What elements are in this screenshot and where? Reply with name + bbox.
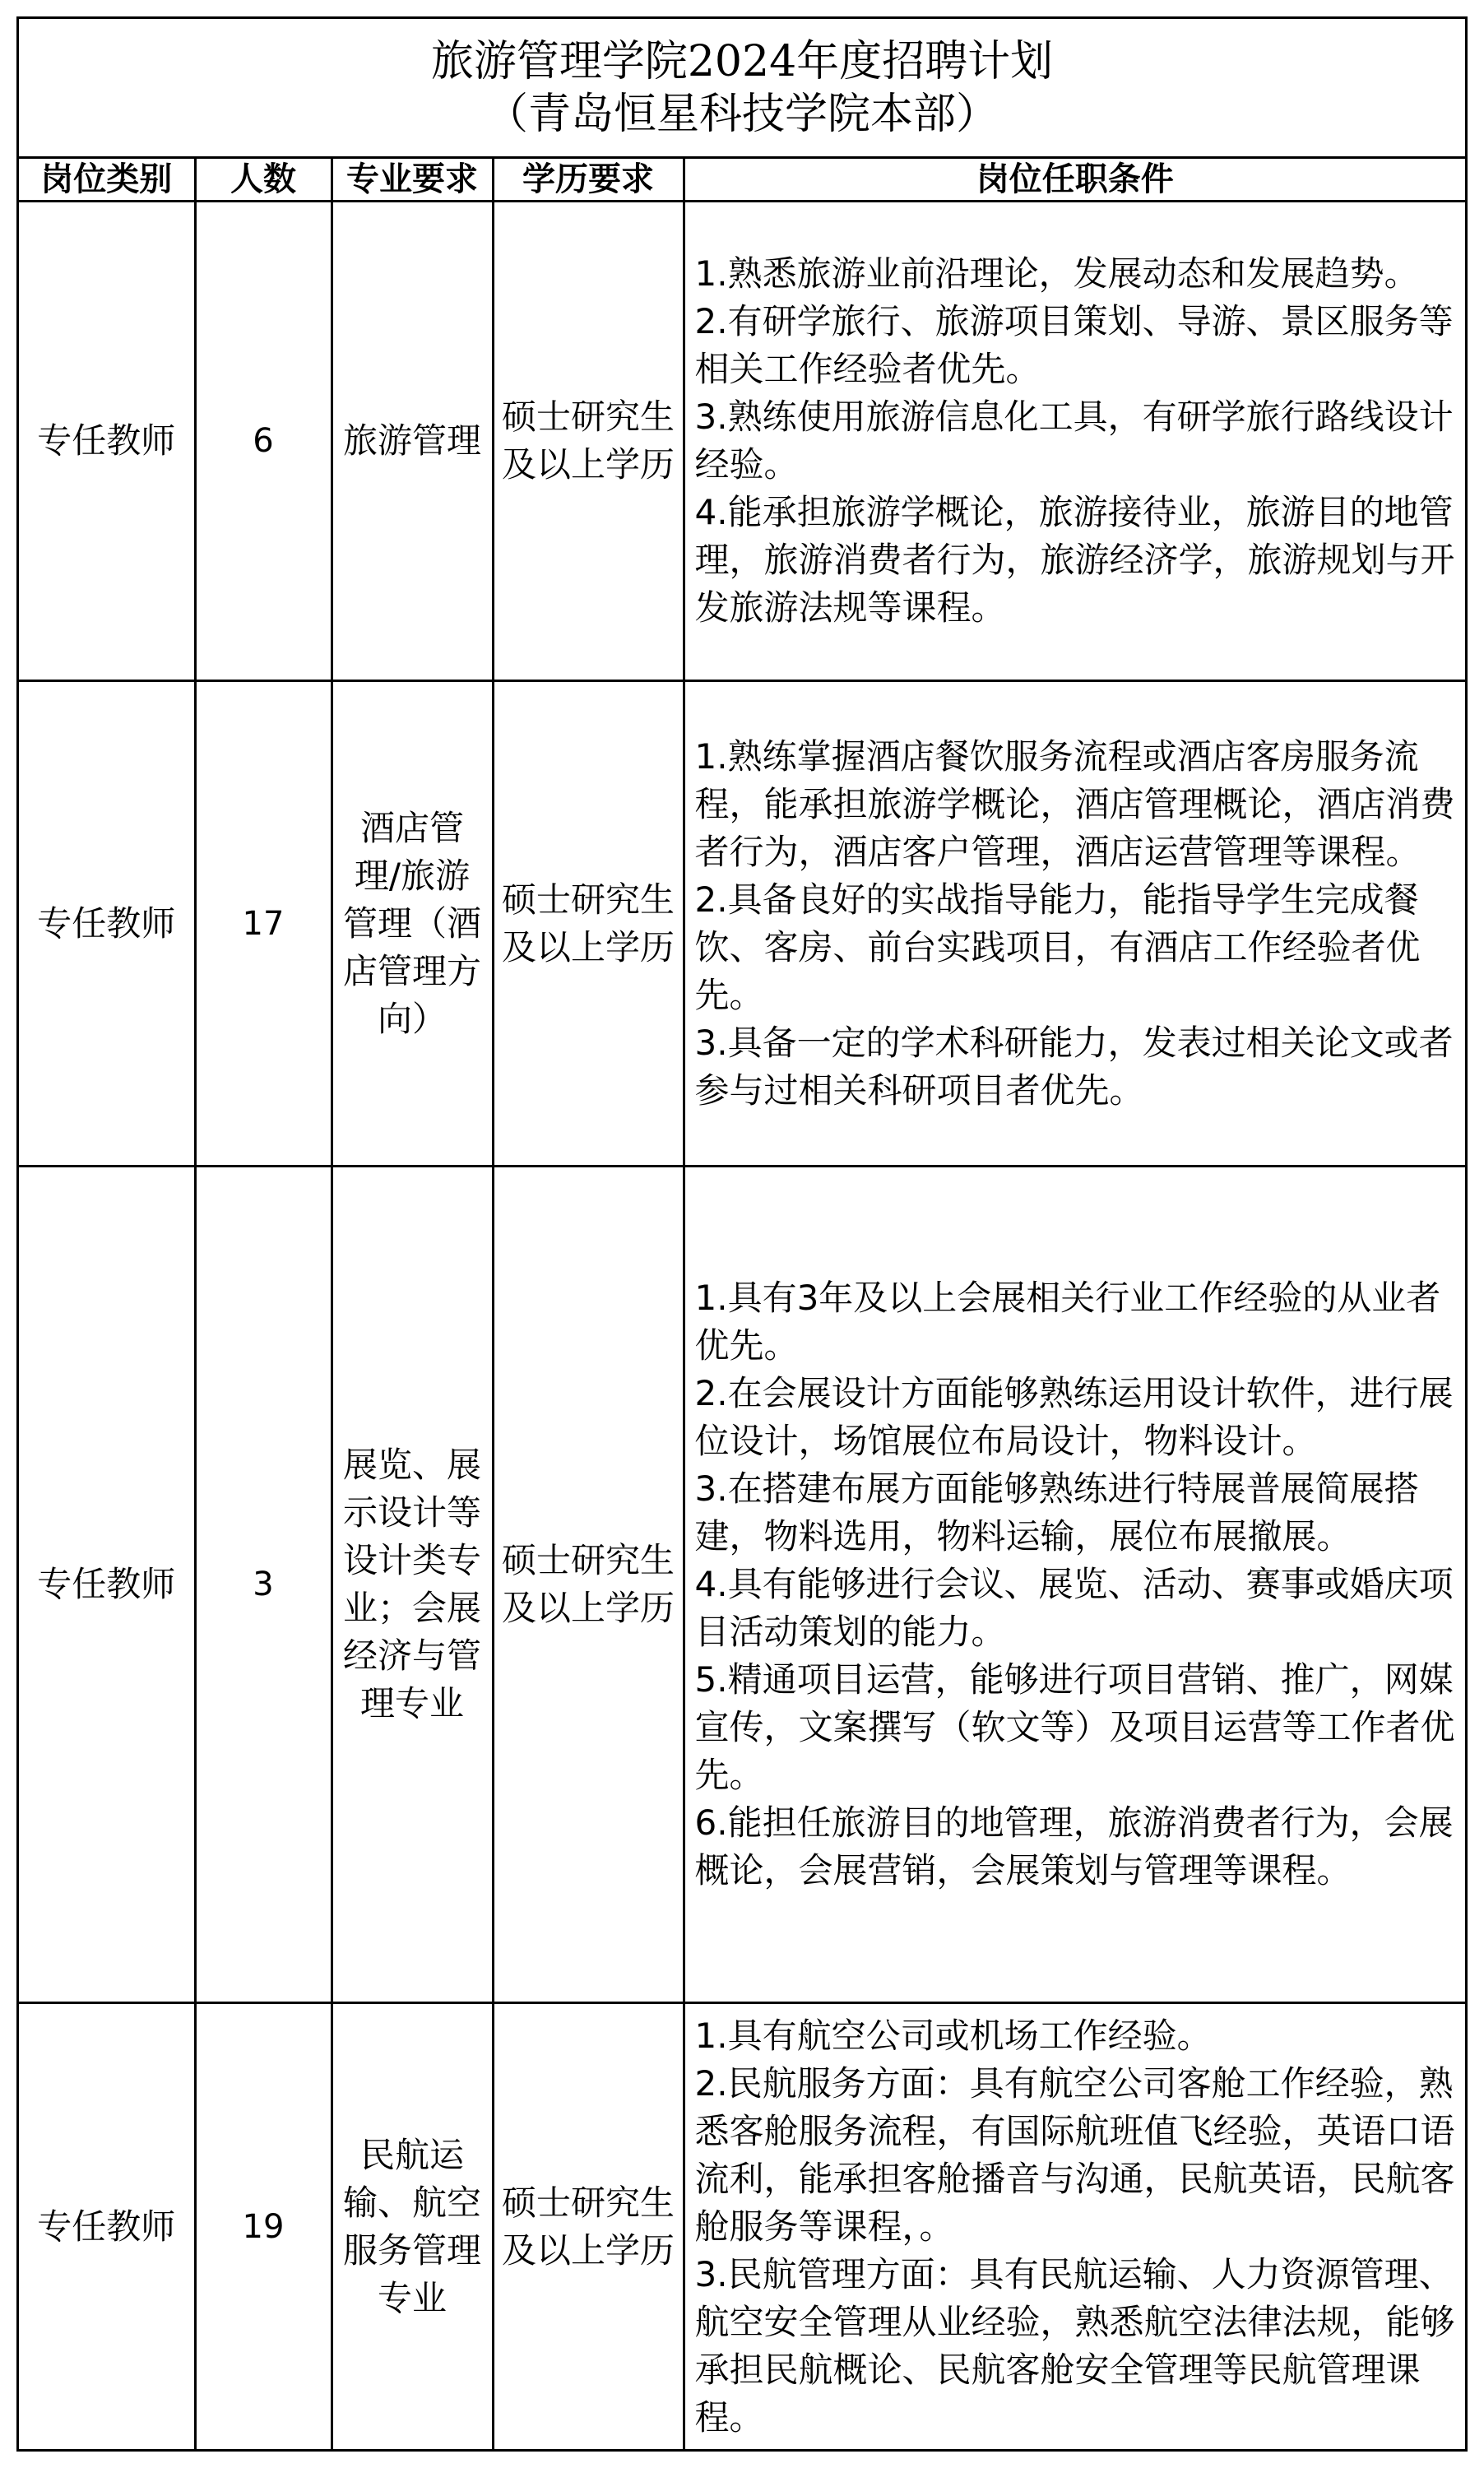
title-block xyxy=(19,19,1465,159)
table-row xyxy=(19,1167,1465,2003)
header-row xyxy=(19,159,1465,202)
cell-requirements xyxy=(684,202,1465,681)
cell-count: 3 xyxy=(195,1167,332,2003)
recruitment-plan-sheet xyxy=(16,16,1468,2452)
requirement-item: 1.具有航空公司或机场工作经验。 xyxy=(694,2016,1212,2056)
cell-category: 专任教师 xyxy=(19,202,195,681)
cell-major: 旅游管理 xyxy=(332,202,493,681)
page-subtitle: （青岛恒星科技学院本部） xyxy=(485,89,999,139)
cell-education: 硕士研究生及以上学历 xyxy=(493,2003,684,2451)
cell-category: 专任教师 xyxy=(19,1167,195,2003)
cell-requirements xyxy=(684,1167,1465,2003)
requirement-item: 3.具备一定的学术科研能力，发表过相关论文或者参与过相关科研项目者优先。 xyxy=(694,1022,1454,1111)
cell-education: 硕士研究生及以上学历 xyxy=(493,202,684,681)
requirement-item: 3.民航管理方面：具有民航运输、人力资源管理、航空安全管理从业经验，熟悉航空法律法规，能够承担民航概论、民航客舱安全管理等民航管理课程。 xyxy=(694,2254,1455,2438)
cell-count: 6 xyxy=(195,202,332,681)
cell-count: 19 xyxy=(195,2003,332,2451)
requirement-item: 3.熟练使用旅游信息化工具，有研学旅行路线设计经验。 xyxy=(694,397,1454,485)
requirement-item: 1.熟练掌握酒店餐饮服务流程或酒店客房服务流程，能承担旅游学概论，酒店管理概论，酒店消费者行为，酒店客户管理，酒店运营管理等课程。 xyxy=(694,735,1455,872)
cell-count: 17 xyxy=(195,681,332,1167)
header-category: 岗位类别 xyxy=(19,159,195,202)
requirement-item: 4.能承担旅游学概论，旅游接待业，旅游目的地管理，旅游消费者行为，旅游经济学，旅游规划与开发旅游法规等课程。 xyxy=(694,492,1455,628)
header-education: 学历要求 xyxy=(493,159,684,202)
cell-education: 硕士研究生及以上学历 xyxy=(493,1167,684,2003)
page-title: 旅游管理学院2024年度招聘计划 xyxy=(430,36,1054,86)
requirement-item: 3.在搭建布展方面能够熟练进行特展普展简展搭建，物料选用，物料运输，展位布展撤展。 xyxy=(694,1468,1419,1556)
cell-education: 硕士研究生及以上学历 xyxy=(493,681,684,1167)
requirement-item: 4.具有能够进行会议、展览、活动、赛事或婚庆项目活动策划的能力。 xyxy=(694,1564,1454,1652)
requirement-item: 6.能担任旅游目的地管理，旅游消费者行为，会展概论，会展营销，会展策划与管理等课程。 xyxy=(694,1802,1454,1890)
requirement-item: 2.具备良好的实战指导能力，能指导学生完成餐饮、客房、前台实践项目，有酒店工作经验者优先。 xyxy=(694,879,1421,1015)
cell-major: 酒店管理/旅游管理（酒店管理方向） xyxy=(332,681,493,1167)
table-row xyxy=(19,2003,1465,2451)
header-count: 人数 xyxy=(195,159,332,202)
cell-requirements xyxy=(684,2003,1465,2451)
requirement-item: 5.精通项目运营，能够进行项目营销、推广，网媒宣传，文案撰写（软文等）及项目运营等工作者优先。 xyxy=(694,1659,1455,1795)
cell-major: 展览、展示设计等设计类专业；会展经济与管理专业 xyxy=(332,1167,493,2003)
requirement-item: 2.民航服务方面：具有航空公司客舱工作经验，熟悉客舱服务流程，有国际航班值飞经验，英语口语流利，能承担客舱播音与沟通，民航英语，民航客舱服务等课程，。 xyxy=(694,2063,1455,2247)
cell-category: 专任教师 xyxy=(19,681,195,1167)
recruitment-table xyxy=(19,159,1465,2450)
cell-requirements xyxy=(684,681,1465,1167)
cell-major: 民航运输、航空服务管理专业 xyxy=(332,2003,493,2451)
table-row xyxy=(19,681,1465,1167)
requirement-item: 1.熟悉旅游业前沿理论，发展动态和发展趋势。 xyxy=(694,253,1419,294)
header-requirements: 岗位任职条件 xyxy=(684,159,1465,202)
requirement-item: 2.在会展设计方面能够熟练运用设计软件，进行展位设计，场馆展位布局设计，物料设计。 xyxy=(694,1373,1454,1461)
requirement-item: 1.具有3年及以上会展相关行业工作经验的从业者优先。 xyxy=(694,1278,1441,1366)
header-major: 专业要求 xyxy=(332,159,493,202)
requirement-item: 2.有研学旅行、旅游项目策划、导游、景区服务等相关工作经验者优先。 xyxy=(694,301,1454,389)
table-row xyxy=(19,202,1465,681)
cell-category: 专任教师 xyxy=(19,2003,195,2451)
